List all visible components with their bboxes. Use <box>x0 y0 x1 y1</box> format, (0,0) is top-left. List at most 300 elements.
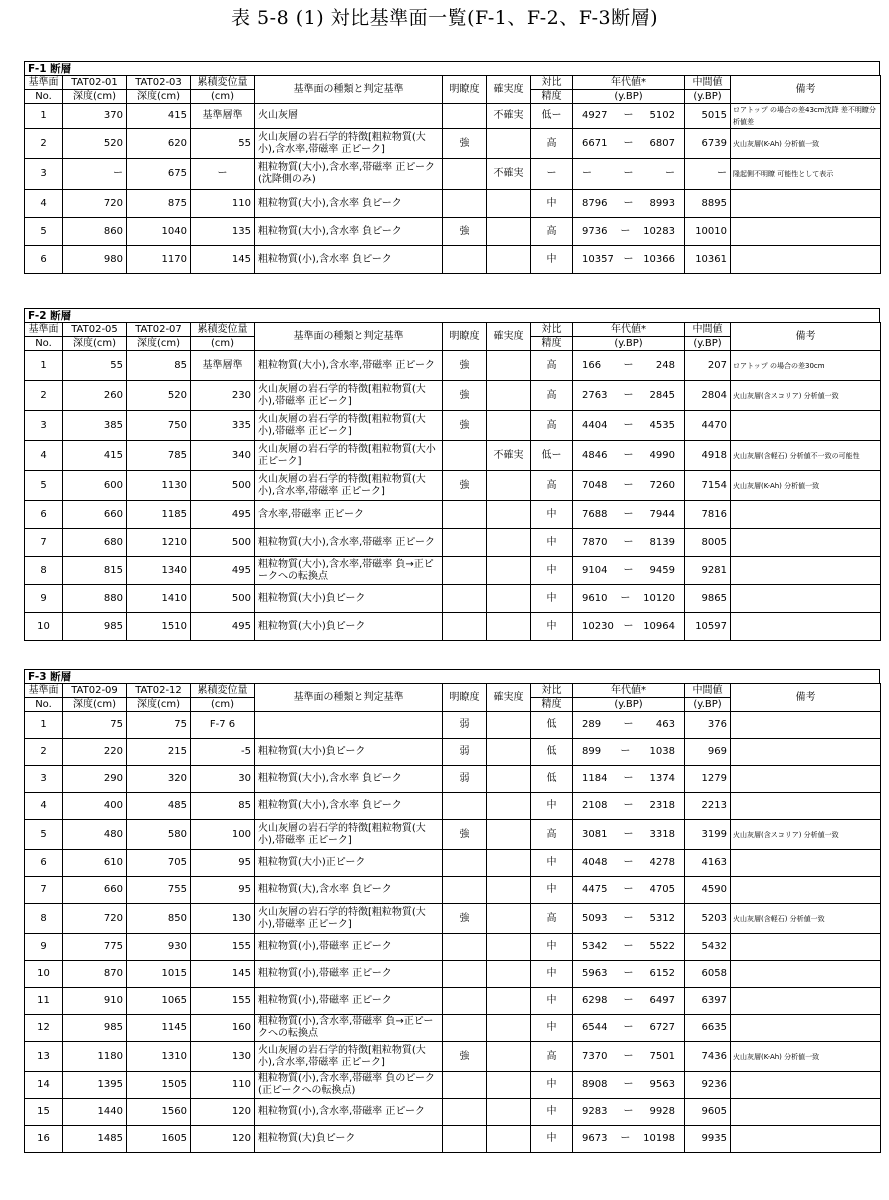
age-separator: ー <box>623 800 634 811</box>
age-separator: ー <box>623 995 634 1006</box>
table-row <box>25 501 881 529</box>
cell-certainty <box>487 739 531 766</box>
cell-depth-2: 1505 <box>127 1072 191 1099</box>
cell-depth-1: 1485 <box>63 1126 127 1153</box>
header-remarks: 備考 <box>731 684 881 712</box>
age-range <box>576 884 681 896</box>
cell-precision: 中 <box>531 988 573 1015</box>
cell-remarks <box>731 585 881 613</box>
age-from: 7870 <box>582 536 608 548</box>
cell-remarks <box>731 934 881 961</box>
age-separator: ー <box>623 912 634 924</box>
cell-kind: 粗粒物質(大)負ピーク <box>255 1126 443 1153</box>
cell-mid: 10010 <box>685 218 731 246</box>
cell-certainty <box>487 712 531 739</box>
header-core-2: TAT02-03 <box>127 76 191 90</box>
cell-certainty <box>487 988 531 1015</box>
cell-age <box>573 766 685 793</box>
cell-no: 12 <box>25 1015 63 1042</box>
age-range <box>576 829 681 841</box>
cell-certainty <box>487 904 531 934</box>
cell-displacement: 495 <box>191 501 255 529</box>
cell-clarity: 強 <box>443 381 487 411</box>
cell-age <box>573 411 685 441</box>
age-separator: ー <box>623 137 634 149</box>
cell-clarity <box>443 1126 487 1153</box>
cell-mid: 9865 <box>685 585 731 613</box>
cell-displacement: 130 <box>191 1042 255 1072</box>
cell-mid: 207 <box>685 351 731 381</box>
cell-precision: 中 <box>531 557 573 585</box>
header-displacement: 累積変位量 <box>191 323 255 337</box>
cell-precision: 中 <box>531 793 573 820</box>
cell-kind: 粗粒物質(大小),含水率 負ピーク <box>255 793 443 820</box>
cell-displacement: 340 <box>191 441 255 471</box>
age-range <box>576 1133 681 1145</box>
cell-precision: 高 <box>531 904 573 934</box>
cell-depth-2: 75 <box>127 712 191 739</box>
age-to: 4278 <box>649 857 675 868</box>
cell-remarks: 火山灰層(含スコリア) 分析値一致 <box>731 820 881 850</box>
cell-depth-1: 860 <box>63 218 127 246</box>
cell-depth-2: 620 <box>127 129 191 159</box>
header-displacement-unit: (cm) <box>191 90 255 104</box>
cell-no: 3 <box>25 766 63 793</box>
cell-depth-2: 755 <box>127 877 191 904</box>
section-title: F-2 断層 <box>24 308 880 322</box>
age-range <box>576 537 681 549</box>
cell-no: 13 <box>25 1042 63 1072</box>
section-f1 <box>24 61 880 274</box>
header-plane: 基準面 <box>25 684 63 698</box>
cell-depth-2: 1170 <box>127 246 191 274</box>
cell-precision: 中 <box>531 1126 573 1153</box>
age-to: 248 <box>655 359 675 371</box>
cell-clarity: 強 <box>443 351 487 381</box>
cell-depth-1: 520 <box>63 129 127 159</box>
age-separator: ー <box>623 1079 634 1090</box>
cell-displacement: 95 <box>191 877 255 904</box>
cell-precision: 中 <box>531 529 573 557</box>
header-clarity: 明瞭度 <box>443 76 487 104</box>
age-to: 9928 <box>649 1106 675 1117</box>
cell-depth-1: 370 <box>63 104 127 129</box>
cell-mid: 6635 <box>685 1015 731 1042</box>
cell-depth-1: 720 <box>63 190 127 218</box>
cell-kind: 火山灰層の岩石学的特徴[粗粒物質(大小),含水率,帯磁率 正ピーク] <box>255 129 443 159</box>
cell-depth-1: 1395 <box>63 1072 127 1099</box>
cell-remarks <box>731 529 881 557</box>
cell-remarks: 火山灰層(含軽石) 分析値一致 <box>731 904 881 934</box>
cell-clarity <box>443 246 487 274</box>
age-separator: ー <box>620 592 631 604</box>
cell-mid: 6739 <box>685 129 731 159</box>
cell-depth-1: 680 <box>63 529 127 557</box>
age-range <box>576 360 681 372</box>
cell-kind: 火山灰層の岩石学的特徴[粗粒物質(大小),含水率,帯磁率 正ピーク] <box>255 1042 443 1072</box>
cell-mid: 4590 <box>685 877 731 904</box>
cell-no: 5 <box>25 471 63 501</box>
header-plane: 基準面 <box>25 76 63 90</box>
cell-remarks: ロアトップ の場合の差30cm <box>731 351 881 381</box>
cell-remarks <box>731 877 881 904</box>
cell-remarks <box>731 1099 881 1126</box>
table-row <box>25 411 881 441</box>
cell-precision: 高 <box>531 218 573 246</box>
cell-clarity <box>443 585 487 613</box>
cell-displacement: 230 <box>191 381 255 411</box>
table-row <box>25 557 881 585</box>
cell-displacement: 500 <box>191 471 255 501</box>
cell-age <box>573 877 685 904</box>
cell-mid: 9281 <box>685 557 731 585</box>
age-from: 9610 <box>582 592 608 604</box>
cell-age <box>573 961 685 988</box>
age-from: 3081 <box>582 828 608 840</box>
cell-kind: 粗粒物質(小),帯磁率 正ピーク <box>255 988 443 1015</box>
cell-mid: 9236 <box>685 1072 731 1099</box>
cell-kind: 粗粒物質(小),含水率,帯磁率 負のピーク(正ピークへの転換点) <box>255 1072 443 1099</box>
header-core-1: TAT02-05 <box>63 323 127 337</box>
header-row <box>25 323 881 337</box>
cell-displacement: -5 <box>191 739 255 766</box>
age-separator: ー <box>623 536 634 548</box>
cell-mid: 4918 <box>685 441 731 471</box>
age-from: 10230 <box>582 620 614 632</box>
cell-depth-2: 1065 <box>127 988 191 1015</box>
header-precision-2: 精度 <box>531 90 573 104</box>
cell-displacement: 160 <box>191 1015 255 1042</box>
cell-depth-2: 1130 <box>127 471 191 501</box>
header-displacement-unit: (cm) <box>191 337 255 351</box>
cell-depth-2: 1015 <box>127 961 191 988</box>
cell-certainty: 不確実 <box>487 159 531 190</box>
cell-clarity: 弱 <box>443 712 487 739</box>
cell-age <box>573 712 685 739</box>
table-row <box>25 529 881 557</box>
cell-remarks <box>731 411 881 441</box>
header-certainty: 確実度 <box>487 76 531 104</box>
cell-depth-2: 750 <box>127 411 191 441</box>
age-to: 6497 <box>649 995 675 1006</box>
cell-kind: 粗粒物質(大小),含水率 負ピーク <box>255 766 443 793</box>
cell-depth-1: 55 <box>63 351 127 381</box>
cell-certainty <box>487 793 531 820</box>
table-row <box>25 246 881 274</box>
cell-certainty <box>487 381 531 411</box>
age-separator: ー <box>623 941 634 952</box>
cell-certainty <box>487 613 531 641</box>
age-separator: ー <box>623 253 634 265</box>
cell-precision: 中 <box>531 585 573 613</box>
header-core-1: TAT02-01 <box>63 76 127 90</box>
age-range <box>576 995 681 1007</box>
age-range <box>576 800 681 812</box>
age-from: 4475 <box>582 884 608 895</box>
cell-age <box>573 441 685 471</box>
cell-precision: 中 <box>531 934 573 961</box>
cell-kind: 火山灰層の岩石学的特徴[粗粒物質(大小),帯磁率 正ピーク] <box>255 820 443 850</box>
cell-no: 1 <box>25 351 63 381</box>
age-range <box>576 450 681 462</box>
age-to: 6152 <box>649 968 675 979</box>
cell-mid: 10361 <box>685 246 731 274</box>
cell-precision: 中 <box>531 1015 573 1042</box>
age-separator: ー <box>623 620 634 632</box>
cell-age <box>573 1042 685 1072</box>
age-separator: ー <box>623 1106 634 1117</box>
cell-age <box>573 129 685 159</box>
age-from: 1184 <box>582 773 608 784</box>
cell-depth-1: 815 <box>63 557 127 585</box>
cell-no: 11 <box>25 988 63 1015</box>
cell-age <box>573 1015 685 1042</box>
cell-precision: 高 <box>531 471 573 501</box>
header-precision-2: 精度 <box>531 337 573 351</box>
section-title: F-1 断層 <box>24 61 880 75</box>
age-range <box>576 168 681 180</box>
cell-displacement: 基準層準 <box>191 104 255 129</box>
cell-displacement: 500 <box>191 529 255 557</box>
cell-mid: 9605 <box>685 1099 731 1126</box>
cell-age <box>573 104 685 129</box>
cell-certainty: 不確実 <box>487 441 531 471</box>
cell-no: 6 <box>25 850 63 877</box>
table-row <box>25 904 881 934</box>
cell-no: 5 <box>25 218 63 246</box>
cell-precision: 中 <box>531 613 573 641</box>
age-to: 5312 <box>649 912 675 924</box>
cell-depth-2: 1340 <box>127 557 191 585</box>
cell-certainty <box>487 351 531 381</box>
cell-depth-1: 985 <box>63 613 127 641</box>
cell-depth-2: 785 <box>127 441 191 471</box>
cell-no: 16 <box>25 1126 63 1153</box>
cell-precision: 中 <box>531 246 573 274</box>
cell-displacement: 495 <box>191 557 255 585</box>
header-remarks: 備考 <box>731 76 881 104</box>
age-to: 10198 <box>643 1133 675 1144</box>
table-row <box>25 1042 881 1072</box>
header-core-1: TAT02-09 <box>63 684 127 698</box>
cell-kind <box>255 712 443 739</box>
age-range <box>576 420 681 432</box>
cell-age <box>573 529 685 557</box>
age-to: 5522 <box>649 941 675 952</box>
cell-clarity <box>443 529 487 557</box>
cell-no: 10 <box>25 613 63 641</box>
age-range <box>576 719 681 731</box>
cell-depth-1: 290 <box>63 766 127 793</box>
age-separator: ー <box>623 508 634 520</box>
cell-displacement: 155 <box>191 934 255 961</box>
table-row <box>25 585 881 613</box>
cell-remarks <box>731 246 881 274</box>
cell-no: 2 <box>25 381 63 411</box>
cell-remarks <box>731 712 881 739</box>
table-row <box>25 471 881 501</box>
cell-clarity <box>443 961 487 988</box>
age-range <box>576 1022 681 1034</box>
cell-displacement: 135 <box>191 218 255 246</box>
header-depth-1: 深度(cm) <box>63 90 127 104</box>
cell-precision: 中 <box>531 190 573 218</box>
cell-age <box>573 381 685 411</box>
age-to: 10366 <box>643 253 675 265</box>
header-age: 年代値* <box>573 684 685 698</box>
cell-displacement: 95 <box>191 850 255 877</box>
cell-age <box>573 739 685 766</box>
table-row <box>25 739 881 766</box>
header-clarity: 明瞭度 <box>443 684 487 712</box>
cell-depth-1: 720 <box>63 904 127 934</box>
cell-age <box>573 988 685 1015</box>
cell-kind: 火山灰層の岩石学的特徴[粗粒物質(大小),帯磁率 正ピーク] <box>255 904 443 934</box>
cell-age <box>573 190 685 218</box>
header-age-unit: (y.BP) <box>573 337 685 351</box>
age-separator: ー <box>623 857 634 868</box>
header-certainty: 確実度 <box>487 323 531 351</box>
cell-kind: 粗粒物質(大小),含水率,帯磁率 正ピーク(沈降側のみ) <box>255 159 443 190</box>
age-to: 9459 <box>649 564 675 576</box>
header-depth-2: 深度(cm) <box>127 698 191 712</box>
cell-no: 15 <box>25 1099 63 1126</box>
cell-no: 9 <box>25 585 63 613</box>
cell-no: 4 <box>25 441 63 471</box>
cell-depth-2: 1040 <box>127 218 191 246</box>
cell-displacement: 120 <box>191 1099 255 1126</box>
cell-precision: ー <box>531 159 573 190</box>
cell-kind: 火山灰層の岩石学的特徴[粗粒物質(大小),帯磁率 正ピーク] <box>255 411 443 441</box>
age-separator: ー <box>623 168 634 179</box>
header-core-2: TAT02-07 <box>127 323 191 337</box>
cell-kind: 粗粒物質(小),含水率 負ピーク <box>255 246 443 274</box>
age-separator: ー <box>623 1022 634 1033</box>
cell-certainty <box>487 471 531 501</box>
cell-precision: 中 <box>531 961 573 988</box>
age-range <box>576 509 681 521</box>
age-range <box>576 621 681 633</box>
age-from: 9673 <box>582 1133 608 1144</box>
cell-mid: 6058 <box>685 961 731 988</box>
cell-no: 7 <box>25 529 63 557</box>
age-to: 4535 <box>649 419 675 431</box>
cell-remarks <box>731 961 881 988</box>
cell-age <box>573 351 685 381</box>
cell-mid: 9935 <box>685 1126 731 1153</box>
cell-depth-1: 1440 <box>63 1099 127 1126</box>
age-range <box>576 857 681 869</box>
age-to: 1038 <box>649 746 675 757</box>
age-range <box>576 1079 681 1091</box>
header-age: 年代値* <box>573 323 685 337</box>
cell-mid: 969 <box>685 739 731 766</box>
cell-depth-2: 1145 <box>127 1015 191 1042</box>
cell-precision: 低 <box>531 739 573 766</box>
cell-depth-1: 385 <box>63 411 127 441</box>
cell-no: 10 <box>25 961 63 988</box>
cell-displacement: 55 <box>191 129 255 159</box>
document-title: 表 5-8 (1) 対比基準面一覧(F-1、F-2、F-3断層) <box>231 7 658 29</box>
cell-clarity <box>443 613 487 641</box>
age-separator: ー <box>623 1050 634 1062</box>
reference-plane-table <box>24 75 881 274</box>
table-row <box>25 961 881 988</box>
section-f3 <box>24 669 880 1153</box>
cell-certainty <box>487 529 531 557</box>
age-to: 4705 <box>649 884 675 895</box>
cell-depth-1: 660 <box>63 877 127 904</box>
age-from: 7048 <box>582 479 608 491</box>
cell-age <box>573 471 685 501</box>
cell-no: 4 <box>25 793 63 820</box>
age-from: 6544 <box>582 1022 608 1033</box>
table-row <box>25 712 881 739</box>
age-from: 6298 <box>582 995 608 1006</box>
age-separator: ー <box>623 110 634 121</box>
age-separator: ー <box>623 449 634 461</box>
age-to: 2845 <box>649 389 675 401</box>
cell-clarity: 強 <box>443 129 487 159</box>
cell-depth-1: 980 <box>63 246 127 274</box>
table-row <box>25 1126 881 1153</box>
cell-depth-2: 215 <box>127 739 191 766</box>
cell-remarks <box>731 613 881 641</box>
cell-kind: 粗粒物質(大小),含水率,帯磁率 正ピーク <box>255 529 443 557</box>
age-to: 4990 <box>649 449 675 461</box>
cell-displacement: 145 <box>191 246 255 274</box>
age-from: 2763 <box>582 389 608 401</box>
age-from: 5963 <box>582 968 608 979</box>
age-to: 463 <box>655 719 675 730</box>
table-row <box>25 218 881 246</box>
age-to: 10120 <box>643 592 675 604</box>
cell-mid: 1279 <box>685 766 731 793</box>
cell-clarity <box>443 441 487 471</box>
cell-mid: 2213 <box>685 793 731 820</box>
cell-remarks: ロアトップ の場合の差43cm沈降 差不明瞭分析値差 <box>731 104 881 129</box>
cell-displacement: 85 <box>191 793 255 820</box>
cell-certainty <box>487 820 531 850</box>
cell-displacement: 110 <box>191 190 255 218</box>
cell-mid: 7154 <box>685 471 731 501</box>
cell-depth-1: 415 <box>63 441 127 471</box>
header-precision: 対比 <box>531 76 573 90</box>
table-row <box>25 850 881 877</box>
cell-depth-2: 520 <box>127 381 191 411</box>
cell-mid: 4470 <box>685 411 731 441</box>
table-row <box>25 381 881 411</box>
cell-displacement: 145 <box>191 961 255 988</box>
cell-clarity: 強 <box>443 1042 487 1072</box>
cell-kind: 粗粒物質(大小),含水率,帯磁率 正ピーク <box>255 351 443 381</box>
cell-kind: 粗粒物質(大小)負ピーク <box>255 739 443 766</box>
header-depth-1: 深度(cm) <box>63 698 127 712</box>
cell-mid: 6397 <box>685 988 731 1015</box>
age-from: 4846 <box>582 449 608 461</box>
header-displacement-unit: (cm) <box>191 698 255 712</box>
table-row <box>25 1099 881 1126</box>
age-from: 10357 <box>582 253 614 265</box>
header-precision-2: 精度 <box>531 698 573 712</box>
age-range <box>576 773 681 785</box>
table-row <box>25 877 881 904</box>
cell-kind: 火山灰層の岩石学的特徴[粗粒物質(大小),含水率,帯磁率 正ピーク] <box>255 471 443 501</box>
cell-displacement: 335 <box>191 411 255 441</box>
table-row <box>25 1072 881 1099</box>
cell-depth-1: 480 <box>63 820 127 850</box>
cell-precision: 高 <box>531 129 573 159</box>
